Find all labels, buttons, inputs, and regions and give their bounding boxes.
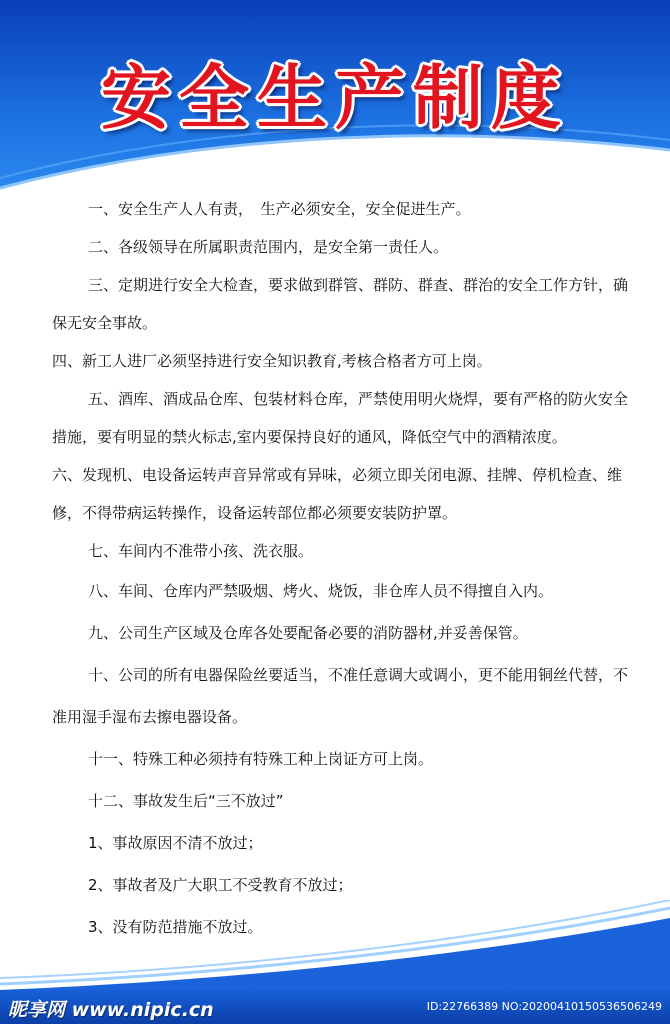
page-title: 安全生产制度 bbox=[101, 57, 569, 139]
rule-item-7: 七、车间内不准带小孩、洗衣服。 bbox=[88, 542, 314, 560]
footer-wave bbox=[0, 900, 670, 1000]
rule-item-10: 十、公司的所有电器保险丝要适当，不准任意调大或调小，更不能用铜丝代替，不准用湿手湿布去擦电器设备。 bbox=[52, 666, 629, 726]
rule-item-3: 三、定期进行安全大检查，要求做到群管、群防、群查、群治的安全工作方针，确保无安全事故。 bbox=[52, 276, 629, 332]
watermark-logo: 昵享网 www.nipic.cn bbox=[8, 999, 214, 1021]
rule-item-8: 八、车间、仓库内严禁吸烟、烤火、烧饭，非仓库人员不得擅自入内。 bbox=[88, 582, 554, 600]
rule-item-2: 二、各级领导在所属职责范围内，是安全第一责任人。 bbox=[88, 238, 449, 256]
rule-subitem-3: 3、没有防范措施不放过。 bbox=[88, 918, 263, 936]
rule-item-12: 十二、事故发生后“三不放过” bbox=[88, 792, 284, 810]
rule-subitem-2: 2、事故者及广大职工不受教育不放过； bbox=[88, 876, 353, 894]
rule-item-5: 五、酒库、酒成品仓库、包装材料仓库，严禁使用明火烧焊，要有严格的防火安全措施，要有明显的禁火标志,室内要保持良好的通风，降低空气中的酒精浓度。 bbox=[52, 390, 629, 446]
rules-list bbox=[52, 190, 632, 948]
rule-subitem-1: 1、事故原因不清不放过； bbox=[88, 834, 263, 852]
watermark-id: ID:22766389 NO:20200410150536506249 bbox=[426, 1000, 662, 1013]
rule-item-9: 九、公司生产区域及仓库各处要配备必要的消防器材,并妥善保管。 bbox=[88, 624, 528, 642]
rule-item-6: 六、发现机、电设备运转声音异常或有异味，必须立即关闭电源、挂牌、停机检查、维修，不得带病运转操作，设备运转部位都必须要安装防护罩。 bbox=[52, 466, 623, 522]
rule-item-4: 四、新工人进厂必须坚持进行安全知识教育,考核合格者方可上岗。 bbox=[52, 352, 492, 370]
rule-item-1: 一、安全生产人人有责， 生产必须安全，安全促进生产。 bbox=[88, 200, 471, 218]
rule-item-11: 十一、特殊工种必须持有特殊工种上岗证方可上岗。 bbox=[88, 750, 434, 768]
